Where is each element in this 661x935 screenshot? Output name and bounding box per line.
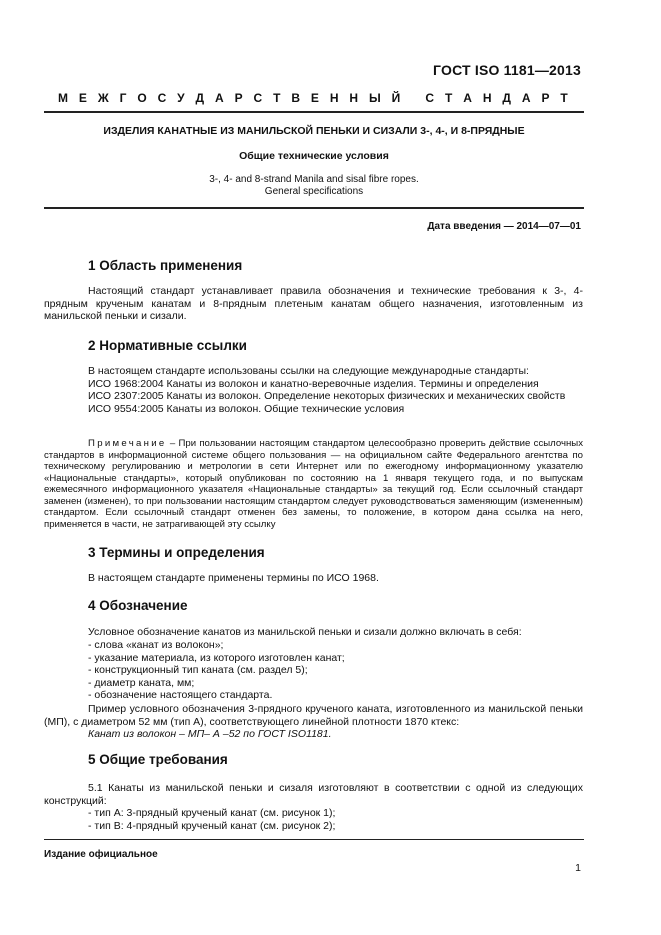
top-divider xyxy=(44,111,584,113)
banner-letter: Т xyxy=(560,91,568,105)
banner-letter: У xyxy=(177,91,185,105)
section3-heading: 3 Термины и определения xyxy=(88,545,265,560)
title-divider xyxy=(44,207,584,209)
section2-body xyxy=(44,365,583,415)
footer-divider xyxy=(44,839,584,840)
section4-heading: 4 Обозначение xyxy=(88,598,188,613)
interstate-standard-label xyxy=(58,91,568,105)
designation-sample: Канат из волокон – МП– А –52 по ГОСТ ISO1181. xyxy=(88,728,332,740)
banner-letter: М xyxy=(58,91,68,105)
list-item: - указание материала, из которого изготовлен канат; xyxy=(88,651,345,664)
banner-letter: С xyxy=(253,91,263,105)
banner-letter: Д xyxy=(502,91,511,105)
section3-body xyxy=(44,572,583,585)
section4-example-block xyxy=(44,703,583,741)
banner-letter: А xyxy=(463,91,472,105)
banner-letter: Р xyxy=(541,91,550,105)
section2-note xyxy=(44,438,583,530)
banner-letter: Е xyxy=(310,91,319,105)
banner-letter: Т xyxy=(273,91,281,105)
section3-text: В настоящем стандарте применены термины по ИСО 1968. xyxy=(88,572,379,584)
section1-body xyxy=(44,285,583,323)
banner-letter: Н xyxy=(349,91,359,105)
list-item: - конструкционный тип каната (см. раздел 5); xyxy=(88,664,308,676)
section4-list xyxy=(88,639,345,702)
note-label: Примечание xyxy=(88,438,167,449)
designation-example: Пример условного обозначения 3-прядного крученого каната, изготовленного из манильской пеньки (МП), с диаметром 52 мм (тип А), соответствующего линейной плотности 1870 ктекс: xyxy=(44,703,583,728)
banner-letter: Ж xyxy=(97,91,109,105)
banner-letter: Р xyxy=(234,91,243,105)
section2-intro: В настоящем стандарте использованы ссылки на следующие международные стандарты: xyxy=(88,365,529,377)
banner-letter: Н xyxy=(329,91,339,105)
banner-letter: А xyxy=(521,91,531,105)
section4-intro: Условное обозначение канатов из манильской пеньки и сизали должно включать в себя: xyxy=(88,626,522,638)
banner-letter: Й xyxy=(391,91,401,105)
list-item: - обозначение настоящего стандарта. xyxy=(88,689,273,701)
reference-item: ИСО 2307:2005 Канаты из волокон. Определение некоторых физических и механических свойств xyxy=(88,390,566,402)
note-text: – При пользовании настоящим стандартом целесообразно проверить действие ссылочных стандартов в информационной системе общего пользования — на официальном сайте Федерального агентства по техническому регулированию и метрологии в сети Интернет или по ежегодному информационному указателю «Национальные стандарты», который опубликован по состоянию на 1 января текущего года, и по выпускам ежемесячного информационного указателя «Национальные стандарты» за текущий год. Если ссылочный стандарт заменен (изменен), то при пользовании настоящим стандартом следует руководствоваться заменяющим (измененным) стандартом. Если ссылочный стандарт отменен без замены, то положение, в котором дана ссылка на него, применяется в части, не затрагивающей эту ссылку xyxy=(44,438,583,530)
english-title xyxy=(44,174,584,198)
banner-letter: О xyxy=(137,91,147,105)
banner-letter: Е xyxy=(78,91,87,105)
english-title-line2: General specifications xyxy=(264,186,364,197)
list-item: - слова «канат из волокон»; xyxy=(88,639,224,651)
banner-letter: В xyxy=(291,91,300,105)
list-item: - тип А: 3-прядный крученый канат (см. рисунок 1); xyxy=(88,807,336,819)
section2-heading: 2 Нормативные ссылки xyxy=(88,338,247,353)
section5-body xyxy=(44,782,583,807)
edition-label: Издание официальное xyxy=(44,849,158,860)
banner-gap xyxy=(411,91,414,105)
banner-letter: Ы xyxy=(368,91,381,105)
document-subtitle: Общие технические условия xyxy=(239,150,389,162)
banner-letter: Д xyxy=(195,91,205,105)
section5-heading: 5 Общие требования xyxy=(88,752,228,767)
english-title-line1: 3-, 4- and 8-strand Manila and sisal fibre ropes. xyxy=(209,174,419,185)
banner-letter: А xyxy=(214,91,224,105)
reference-item: ИСО 9554:2005 Канаты из волокон. Общие технические условия xyxy=(88,402,405,415)
banner-letter: С xyxy=(157,91,167,105)
section5-text: 5.1 Канаты из манильской пеньки и сизаля изготовляют в соответствии с одной из следующих конструкций: xyxy=(44,782,583,807)
banner-letter: С xyxy=(425,91,435,105)
banner-letter: Т xyxy=(444,91,453,105)
reference-item: ИСО 1968:2004 Канаты из волокон и канатно-веревочные изделия. Термины и определения xyxy=(88,377,539,390)
section1-text: Настоящий стандарт устанавливает правила обозначения и технические требования к 3-, 4-прядным крученым канатам и 8-прядным плетеным канатам общего назначения, изготовленным из манильской пеньки и сизали. xyxy=(44,285,583,322)
document-title: ИЗДЕЛИЯ КАНАТНЫЕ ИЗ МАНИЛЬСКОЙ ПЕНЬКИ И СИЗАЛИ 3-, 4-, И 8-ПРЯДНЫЕ xyxy=(103,125,525,137)
section4-intro-block xyxy=(44,626,583,639)
introduction-date: Дата введения — 2014—07—01 xyxy=(427,221,581,232)
page-number: 1 xyxy=(575,862,581,874)
banner-letter: Н xyxy=(482,91,492,105)
section1-heading: 1 Область применения xyxy=(88,258,243,273)
section5-list xyxy=(88,807,335,832)
list-item: - тип В: 4-прядный крученый канат (см. рисунок 2); xyxy=(88,819,336,832)
list-item: - диаметр каната, мм; xyxy=(88,676,195,689)
banner-letter: Г xyxy=(119,91,127,105)
standard-number: ГОСТ ISO 1181—2013 xyxy=(433,62,581,78)
